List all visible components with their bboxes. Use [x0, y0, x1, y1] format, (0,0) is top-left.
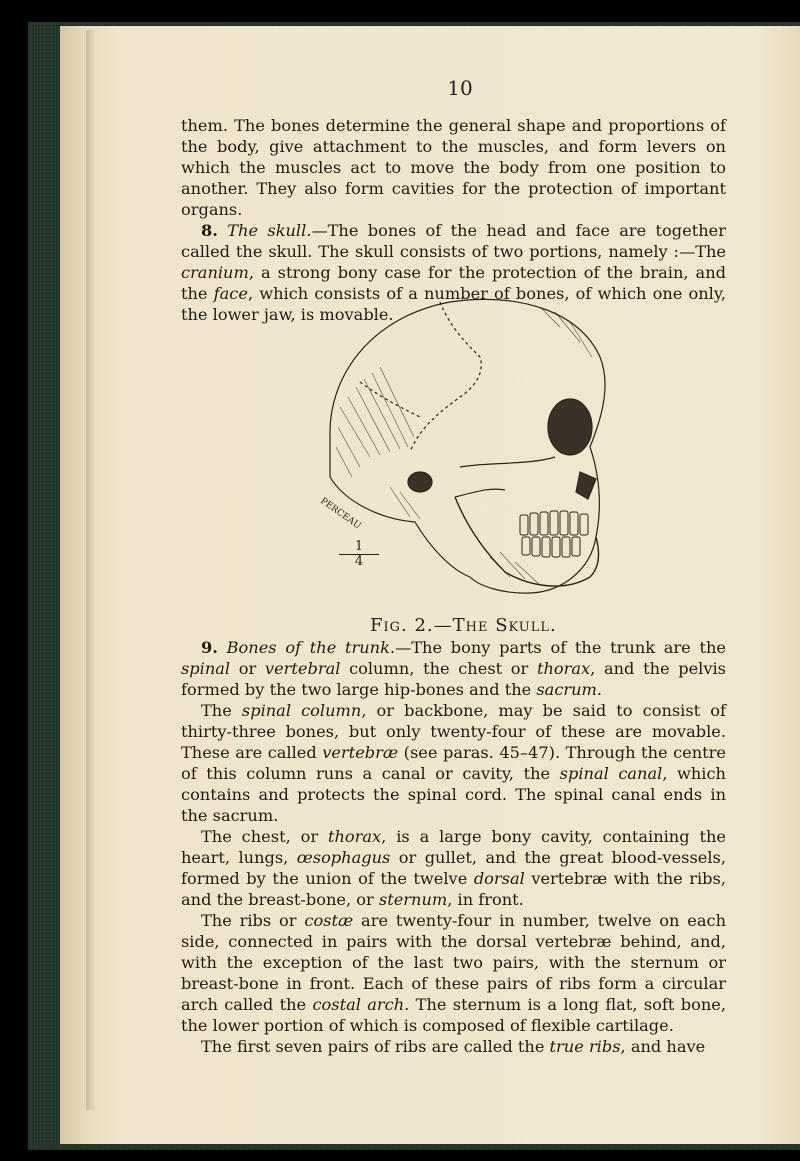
- text-block-bottom: [181, 637, 726, 1057]
- text-run: —The bony parts of the trunk are the: [395, 638, 726, 657]
- text-run: The first seven pairs of ribs are called the: [201, 1037, 550, 1056]
- paragraph-chest: [181, 826, 726, 910]
- caption-dash: —: [433, 615, 453, 636]
- term-oesophagus: œsophagus: [296, 848, 391, 867]
- text-run: , in front.: [447, 890, 524, 909]
- page-number: 10: [447, 76, 473, 100]
- text-run: are twenty-four in number, twelve on each side, connected in pairs with the dorsal vertebræ behind, and, with the exception of the last two pairs, with the sternum or breast-bone in front. Each of these pairs of ribs form a circular arch called the: [181, 911, 726, 1014]
- term-thorax: thorax: [327, 827, 382, 846]
- text-run: (see paras. 45–47). Through the centre of this column runs a canal or cavity, the: [181, 743, 726, 783]
- term-cranium: cranium: [181, 263, 249, 282]
- scale-numerator: 1: [339, 540, 379, 555]
- section-number: 8.: [201, 221, 218, 240]
- term-thorax: thorax: [536, 659, 591, 678]
- text-run: The: [201, 701, 242, 720]
- paragraph-trunk: [181, 637, 726, 700]
- text-run: —The bones of the head and face are together called the skull. The skull consists of two portions, namely :—The: [181, 221, 726, 261]
- section-title: The skull.: [227, 221, 312, 240]
- text-run: , which contains and protects the spinal cord. The spinal canal ends in the sacrum.: [181, 764, 726, 825]
- caption-title: The Skull.: [452, 615, 557, 636]
- figure-caption: [370, 615, 610, 636]
- text-run: The chest, or: [201, 827, 328, 846]
- engraver-signature: PERCEAU: [318, 496, 363, 532]
- text-run: . The sternum is a long flat, soft bone, the lower portion of which is composed of flexible cartilage.: [181, 995, 726, 1035]
- term-dorsal: dorsal: [473, 869, 525, 888]
- term-sacrum: sacrum: [536, 680, 597, 699]
- term-spinal: spinal: [181, 659, 231, 678]
- text-run: column, the chest or: [340, 659, 537, 678]
- term-vertebrae: vertebræ: [322, 743, 399, 762]
- text-run: vertebræ with the ribs, and the breast-bone, or: [181, 869, 726, 909]
- paragraph-spinal-column: [181, 700, 726, 826]
- text-run: .: [596, 680, 603, 699]
- text-run: , which consists of a number of bones, of which one only, the lower jaw, is movable.: [181, 284, 726, 324]
- text-run: , a strong bony case for the protection of the brain, and the: [181, 263, 726, 303]
- text-run: , is a large bony cavity, containing the heart, lungs,: [181, 827, 726, 867]
- page-gutter-shadow: [86, 30, 96, 1110]
- term-true-ribs: true ribs: [549, 1037, 621, 1056]
- text-run: or: [230, 659, 265, 678]
- term-sternum: sternum: [378, 890, 448, 909]
- term-costal-arch: costal arch: [312, 995, 405, 1014]
- term-vertebral: vertebral: [264, 659, 341, 678]
- term-face: face: [213, 284, 248, 303]
- text-run: , and the pelvis formed by the two large hip-bones and the: [181, 659, 726, 699]
- paragraph-ribs: [181, 910, 726, 1036]
- section-title: Bones of the trunk.: [226, 638, 396, 657]
- text-run: The ribs or: [201, 911, 305, 930]
- caption-prefix: Fig. 2.: [370, 615, 434, 636]
- paragraph-true-ribs: [181, 1036, 726, 1057]
- scale-denominator: 4: [354, 554, 364, 569]
- paragraph-continued: them. The bones determine the general shape and proportions of the body, give attachment to the muscles, and form levers on which the muscles act to move the body from one position to another. They also form cavities for the protection of important organs.: [181, 116, 726, 219]
- text-run: , and have: [620, 1037, 706, 1056]
- figure-scale: [339, 540, 379, 569]
- text-run: or gullet, and the great blood-vessels, formed by the union of the twelve: [181, 848, 726, 888]
- term-spinal-column: spinal column: [241, 701, 362, 720]
- term-spinal-canal: spinal canal: [559, 764, 663, 783]
- text-run: , or backbone, may be said to consist of thirty-three bones, but only twenty-four of these are movable. These are called: [181, 701, 727, 762]
- section-number: 9.: [201, 638, 218, 657]
- term-costae: costæ: [304, 911, 354, 930]
